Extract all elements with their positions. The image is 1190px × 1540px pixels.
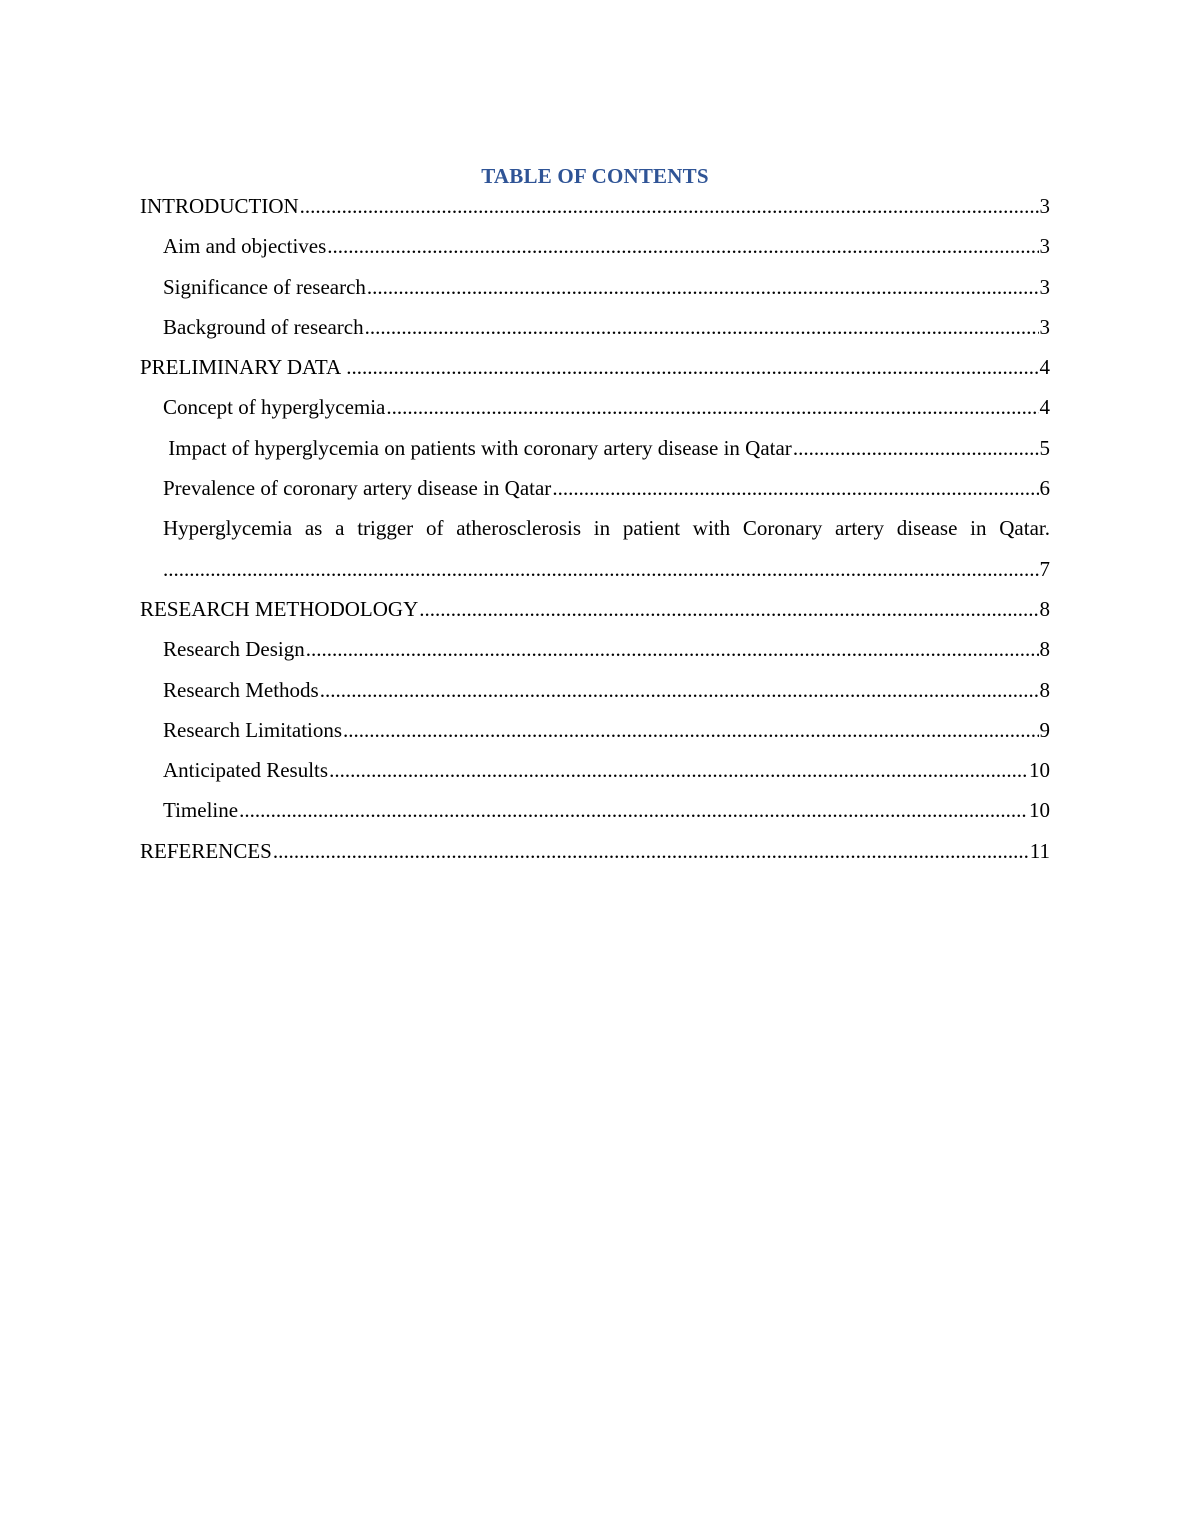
toc-entry-label: Impact of hyperglycemia on patients with coronary artery disease in Qatar bbox=[163, 435, 792, 460]
toc-dot-leader bbox=[386, 391, 1038, 423]
toc-entry-anticipated-results[interactable] bbox=[140, 754, 1050, 794]
toc-page-number: 9 bbox=[1039, 717, 1050, 742]
toc-entry-label: RESEARCH METHODOLOGY bbox=[140, 596, 419, 621]
toc-dot-leader bbox=[346, 351, 1038, 383]
toc-entry-concept-hyperglycemia[interactable] bbox=[140, 391, 1050, 431]
toc-entry-preliminary-data[interactable] bbox=[140, 351, 1050, 391]
toc-entry-continuation bbox=[163, 553, 1050, 593]
toc-entry-research-limitations[interactable] bbox=[140, 714, 1050, 754]
toc-page-number: 8 bbox=[1039, 637, 1050, 662]
toc-page-number: 10 bbox=[1029, 798, 1050, 823]
toc-dot-leader bbox=[343, 714, 1038, 746]
toc-entry-label: Research Design bbox=[163, 637, 305, 662]
toc-entry-label: Prevalence of coronary artery disease in Qatar bbox=[163, 476, 552, 501]
toc-entry-research-methods[interactable] bbox=[140, 674, 1050, 714]
toc-dot-leader bbox=[365, 311, 1039, 343]
toc-dot-leader bbox=[367, 271, 1039, 303]
toc-entry-label: Hyperglycemia as a trigger of atherosclerosis in patient with Coronary artery disease in Qatar. bbox=[163, 516, 1050, 541]
toc-dot-leader bbox=[327, 230, 1038, 262]
toc-entry-research-design[interactable] bbox=[140, 633, 1050, 673]
toc-dot-leader bbox=[419, 593, 1038, 625]
toc-page-number: 3 bbox=[1039, 314, 1050, 339]
toc-entry-label: INTRODUCTION bbox=[140, 194, 299, 218]
toc-list bbox=[140, 190, 1050, 875]
toc-dot-leader bbox=[306, 633, 1039, 665]
toc-entry-references[interactable] bbox=[140, 835, 1050, 875]
toc-entry-significance[interactable] bbox=[140, 271, 1050, 311]
toc-page-number: 3 bbox=[1039, 194, 1050, 218]
toc-page-number: 8 bbox=[1039, 677, 1050, 702]
toc-page-number: 10 bbox=[1029, 758, 1050, 783]
toc-entry-label: PRELIMINARY DATA bbox=[140, 355, 346, 380]
toc-entry-label: Concept of hyperglycemia bbox=[163, 395, 386, 420]
toc-page-number: 3 bbox=[1039, 234, 1050, 259]
toc-dot-leader bbox=[163, 553, 1039, 585]
toc-entry-label: Research Limitations bbox=[163, 717, 343, 742]
toc-entry-background[interactable] bbox=[140, 311, 1050, 351]
toc-entry-label: REFERENCES bbox=[140, 838, 272, 863]
toc-entry-introduction[interactable] bbox=[140, 190, 1050, 230]
toc-dot-leader bbox=[329, 754, 1028, 786]
toc-page-number: 4 bbox=[1039, 395, 1050, 420]
toc-dot-leader bbox=[300, 190, 1039, 222]
toc-dot-leader bbox=[239, 794, 1028, 826]
toc-entry-aim-objectives[interactable] bbox=[140, 230, 1050, 270]
toc-dot-leader bbox=[793, 432, 1039, 464]
toc-entry-label: Aim and objectives bbox=[163, 234, 327, 259]
toc-entry-label: Research Methods bbox=[163, 677, 319, 702]
toc-page-number: 7 bbox=[1039, 556, 1050, 581]
toc-dot-leader bbox=[273, 835, 1029, 867]
toc-page-number: 3 bbox=[1039, 274, 1050, 299]
toc-title: TABLE OF CONTENTS bbox=[481, 164, 709, 188]
toc-entry-prevalence[interactable] bbox=[140, 472, 1050, 512]
toc-page-number: 8 bbox=[1039, 596, 1050, 621]
toc-page-number: 6 bbox=[1039, 476, 1050, 501]
toc-entry-timeline[interactable] bbox=[140, 794, 1050, 834]
toc-entry-atherosclerosis-trigger[interactable] bbox=[140, 512, 1050, 593]
toc-dot-leader bbox=[320, 674, 1039, 706]
toc-page-number: 5 bbox=[1039, 435, 1050, 460]
toc-entry-label: Significance of research bbox=[163, 274, 366, 299]
toc-entry-impact-hyperglycemia[interactable] bbox=[140, 432, 1050, 472]
toc-page-number: 11 bbox=[1029, 838, 1050, 863]
toc-dot-leader bbox=[552, 472, 1038, 504]
toc-entry-label: Timeline bbox=[163, 798, 239, 823]
toc-entry-label: Background of research bbox=[163, 314, 364, 339]
toc-entry-research-methodology[interactable] bbox=[140, 593, 1050, 633]
toc-page-number: 4 bbox=[1039, 355, 1050, 380]
toc-entry-label: Anticipated Results bbox=[163, 758, 329, 783]
